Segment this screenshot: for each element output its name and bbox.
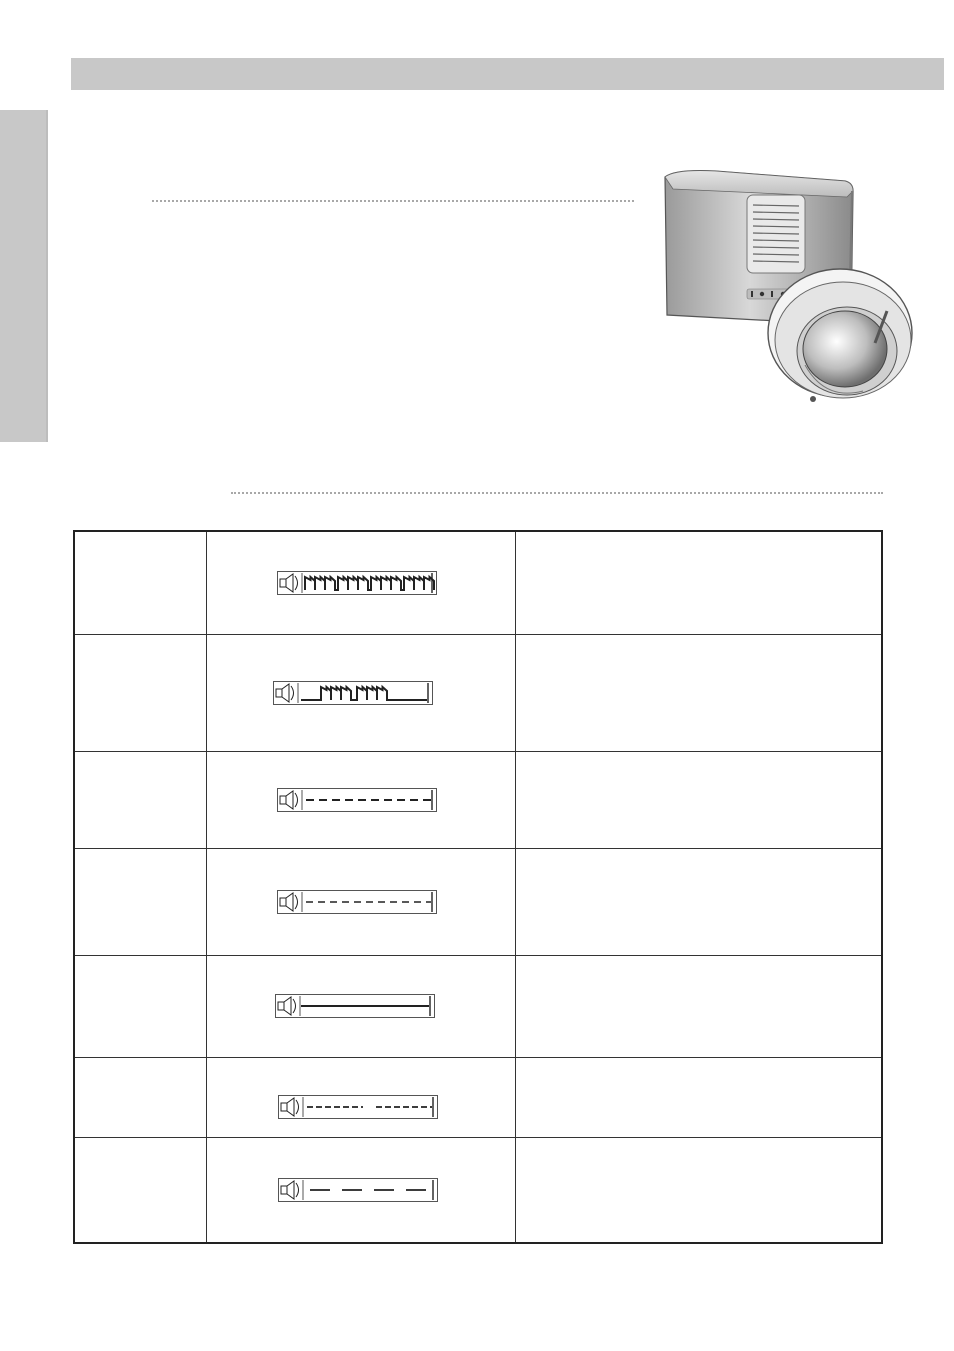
- table-row: [74, 848, 882, 955]
- dotted-rule-table: [231, 492, 883, 494]
- header-bar: [71, 58, 944, 90]
- tone-description-cell: [515, 531, 882, 634]
- tone-name-cell: [74, 634, 206, 751]
- tone-pattern-cell: [206, 955, 515, 1057]
- dash-medium-pattern-icon: [277, 788, 437, 812]
- continuous-pattern-icon: [275, 994, 435, 1018]
- tone-description-cell: [515, 955, 882, 1057]
- tone-name-cell: [74, 751, 206, 848]
- table-row: [74, 751, 882, 848]
- ramp-intermittent-pattern-icon: [273, 681, 433, 705]
- siren-tone-table: [73, 530, 883, 1244]
- tone-pattern-cell: [206, 1057, 515, 1137]
- alarm-device-illustration: [655, 165, 915, 410]
- tone-pattern-cell: [206, 1137, 515, 1243]
- tone-description-cell: [515, 1057, 882, 1137]
- tone-name-cell: [74, 848, 206, 955]
- side-section-tab: [0, 110, 48, 442]
- tone-name-cell: [74, 531, 206, 634]
- table-row: [74, 531, 882, 634]
- dash-fine-pattern-icon: [277, 890, 437, 914]
- tone-name-cell: [74, 1137, 206, 1243]
- table-row: [74, 1057, 882, 1137]
- tone-pattern-cell: [206, 848, 515, 955]
- table-row: [74, 955, 882, 1057]
- tone-name-cell: [74, 955, 206, 1057]
- dotted-rule-top: [152, 200, 634, 202]
- tone-description-cell: [515, 1137, 882, 1243]
- dash-grouped-pattern-icon: [278, 1095, 438, 1119]
- ramp-continuous-pattern-icon: [277, 571, 437, 595]
- table-row: [74, 1137, 882, 1243]
- tone-pattern-cell: [206, 751, 515, 848]
- table-row: [74, 634, 882, 751]
- tone-pattern-cell: [206, 634, 515, 751]
- tone-pattern-cell: [206, 531, 515, 634]
- dash-long-pattern-icon: [278, 1178, 438, 1202]
- tone-description-cell: [515, 634, 882, 751]
- tone-description-cell: [515, 848, 882, 955]
- tone-name-cell: [74, 1057, 206, 1137]
- tone-description-cell: [515, 751, 882, 848]
